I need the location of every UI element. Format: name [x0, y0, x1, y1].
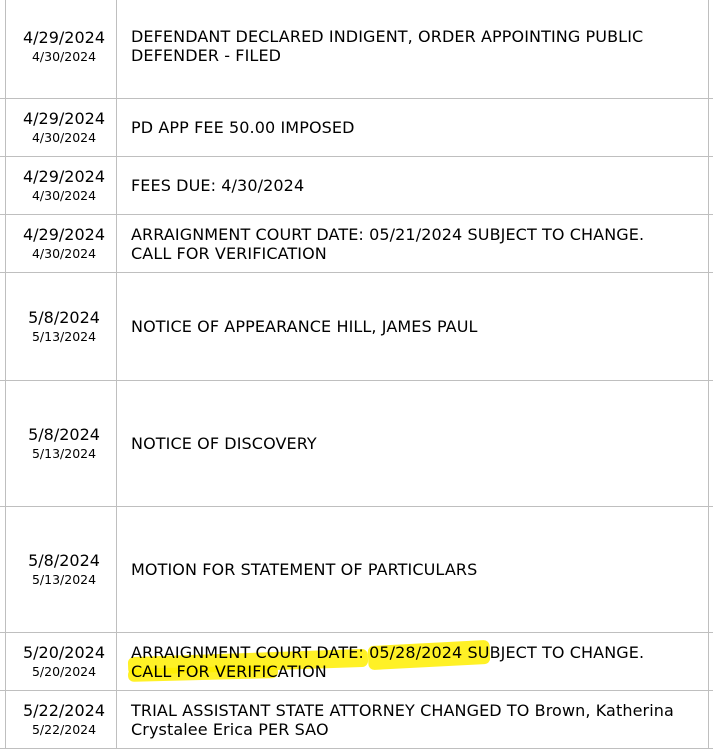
description-cell	[131, 633, 683, 690]
docket-row	[0, 0, 713, 99]
table-left-edge	[5, 0, 6, 98]
filed-date: 4/29/2024	[22, 27, 106, 47]
entered-date: 5/20/2024	[31, 664, 97, 679]
date-cell	[10, 99, 118, 156]
filed-date: 5/8/2024	[28, 308, 100, 327]
description-cell	[131, 381, 683, 506]
docket-row	[0, 99, 713, 157]
filed-date: 4/29/2024	[22, 225, 106, 244]
filed-date: 5/22/2024	[22, 701, 106, 720]
description-cell	[131, 215, 683, 272]
entered-date: 5/13/2024	[31, 329, 97, 344]
table-left-edge	[5, 507, 6, 632]
docket-row	[0, 507, 713, 633]
description-cell	[131, 691, 683, 748]
docket-row	[0, 381, 713, 507]
description-cell	[131, 507, 683, 632]
filed-date: 5/8/2024	[28, 551, 100, 570]
table-left-edge	[5, 273, 6, 380]
table-left-edge	[5, 633, 6, 690]
docket-row	[0, 691, 713, 749]
date-cell	[10, 691, 118, 748]
docket-description: ARRAIGNMENT COURT DATE: 05/21/2024 SUBJECT TO CHANGE. CALL FOR VERIFICATION	[131, 224, 645, 263]
entered-date: 5/13/2024	[31, 572, 97, 587]
docket-row	[0, 215, 713, 273]
description-cell	[131, 273, 683, 380]
entered-date: 4/30/2024	[31, 246, 97, 261]
date-cell	[10, 381, 118, 506]
docket-description: FEES DUE: 4/30/2024	[131, 176, 305, 195]
filed-date: 5/8/2024	[28, 425, 100, 444]
table-left-edge	[5, 691, 6, 748]
description-cell	[131, 0, 683, 98]
entered-date: 4/30/2024	[31, 130, 97, 145]
docket-description: MOTION FOR STATEMENT OF PARTICULARS	[131, 560, 478, 579]
date-cell	[10, 157, 118, 214]
docket-description: TRIAL ASSISTANT STATE ATTORNEY CHANGED TO Brown, Katherina Crystalee Erica PER SAO	[131, 700, 674, 739]
docket-description: NOTICE OF APPEARANCE HILL, JAMES PAUL	[131, 317, 478, 336]
filed-date: 4/29/2024	[22, 109, 106, 128]
date-cell	[10, 273, 118, 380]
docket-description: PD APP FEE 50.00 IMPOSED	[131, 118, 355, 137]
description-cell	[131, 99, 683, 156]
docket-row	[0, 633, 713, 691]
filed-date: 4/29/2024	[22, 167, 106, 186]
table-left-edge	[5, 157, 6, 214]
docket-description: NOTICE OF DISCOVERY	[131, 434, 317, 453]
docket-row	[0, 157, 713, 215]
entered-date: 5/22/2024	[31, 722, 97, 737]
filed-date: 5/20/2024	[22, 643, 106, 662]
docket-description: ARRAIGNMENT COURT DATE: 05/28/2024 SUBJECT TO CHANGE. CALL FOR VERIFICATION	[131, 642, 645, 681]
date-cell	[10, 215, 118, 272]
entered-date: 4/30/2024	[31, 188, 97, 203]
date-cell	[10, 507, 118, 632]
docket-row	[0, 273, 713, 381]
date-cell	[10, 633, 118, 690]
entered-date: 4/30/2024	[31, 48, 97, 64]
table-left-edge	[5, 99, 6, 156]
entered-date: 5/13/2024	[31, 446, 97, 461]
date-cell	[10, 0, 118, 98]
docket-description: DEFENDANT DECLARED INDIGENT, ORDER APPOINTING PUBLIC DEFENDER - FILED	[131, 27, 644, 65]
description-cell	[131, 157, 683, 214]
table-left-edge	[5, 381, 6, 506]
table-left-edge	[5, 215, 6, 272]
